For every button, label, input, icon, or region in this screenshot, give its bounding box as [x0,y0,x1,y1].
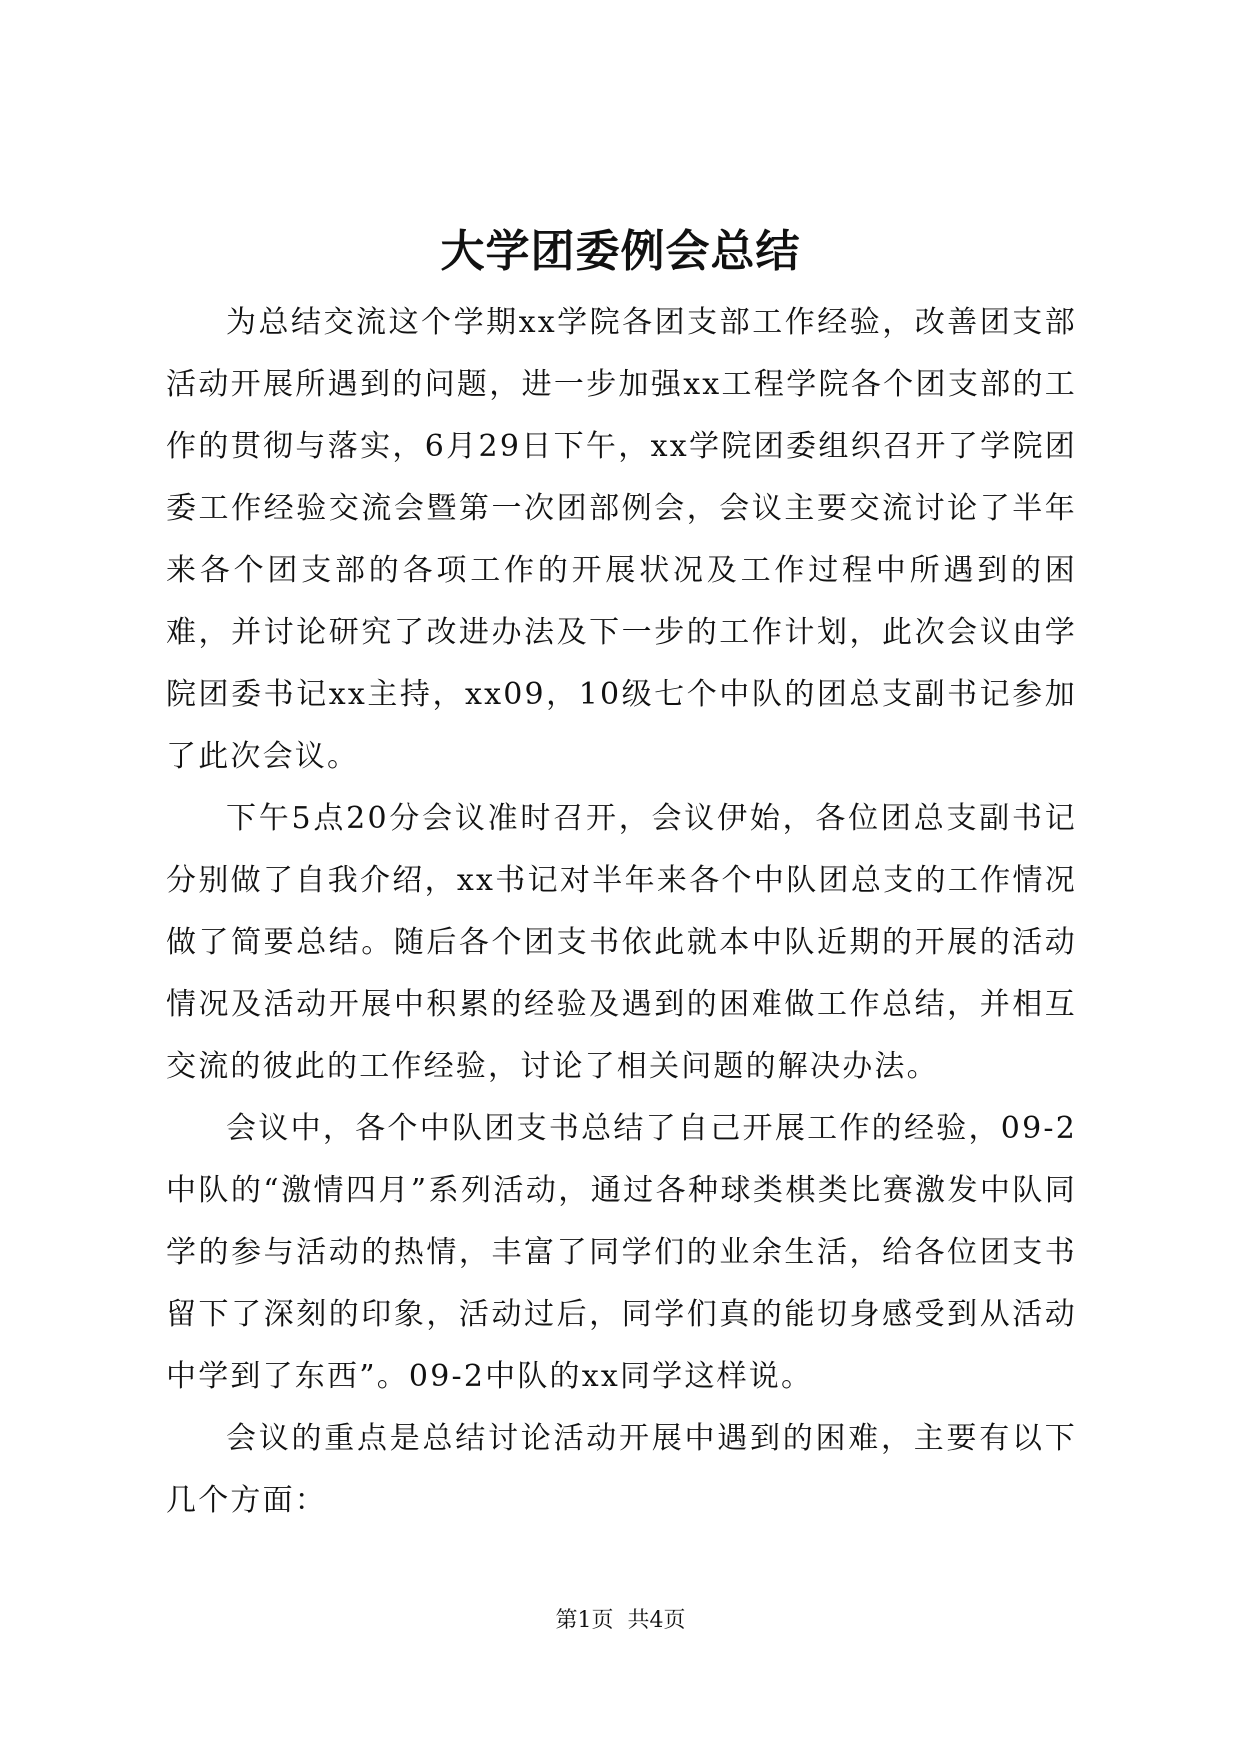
paragraph-3: 会议中，各个中队团支书总结了自己开展工作的经验，09-2中队的“激情四月”系列活动，通过各种球类棋类比赛激发中队同学的参与活动的热情，丰富了同学们的业余生活，给各位团支书留下了深刻的印象，活动过后，同学们真的能切身感受到从活动中学到了东西”。09-2中队的xx同学这样说。 [166,1111,1077,1394]
page-suffix: 页 [663,1608,686,1633]
document-title: 大学团委例会总结 [440,226,801,277]
paragraph-2: 下午5点20分会议准时召开，会议伊始，各位团总支副书记分别做了自我介绍，xx书记对半年来各个中队团总支的工作情况做了简要总结。随后各个团支书依此就本中队近期的开展的活动情况及活动开展中积累的经验及遇到的困难做工作总结，并相互交流的彼此的工作经验，讨论了相关问题的解决办法。 [166,801,1077,1084]
paragraph-1: 为总结交流这个学期xx学院各团支部工作经验，改善团支部活动开展所遇到的问题，进一步加强xx工程学院各个团支部的工作的贯彻与落实，6月29日下午，xx学院团委组织召开了学院团委工作经验交流会暨第一次团部例会，会议主要交流讨论了半年来各个团支部的各项工作的开展状况及工作过程中所遇到的困难，并讨论研究了改进办法及下一步的工作计划，此次会议由学院团委书记xx主持，xx09，10级七个中队的团总支副书记参加了此次会议。 [166,305,1077,774]
paragraph-4: 会议的重点是总结讨论活动开展中遇到的困难，主要有以下几个方面： [166,1421,1077,1518]
page-mid: 页 共 [591,1608,650,1633]
current-page-number: 1 [577,1608,592,1633]
page-footer [0,1606,1241,1636]
page-prefix: 第 [555,1608,578,1633]
total-page-number: 4 [649,1608,664,1633]
document-body [166,292,1077,1532]
